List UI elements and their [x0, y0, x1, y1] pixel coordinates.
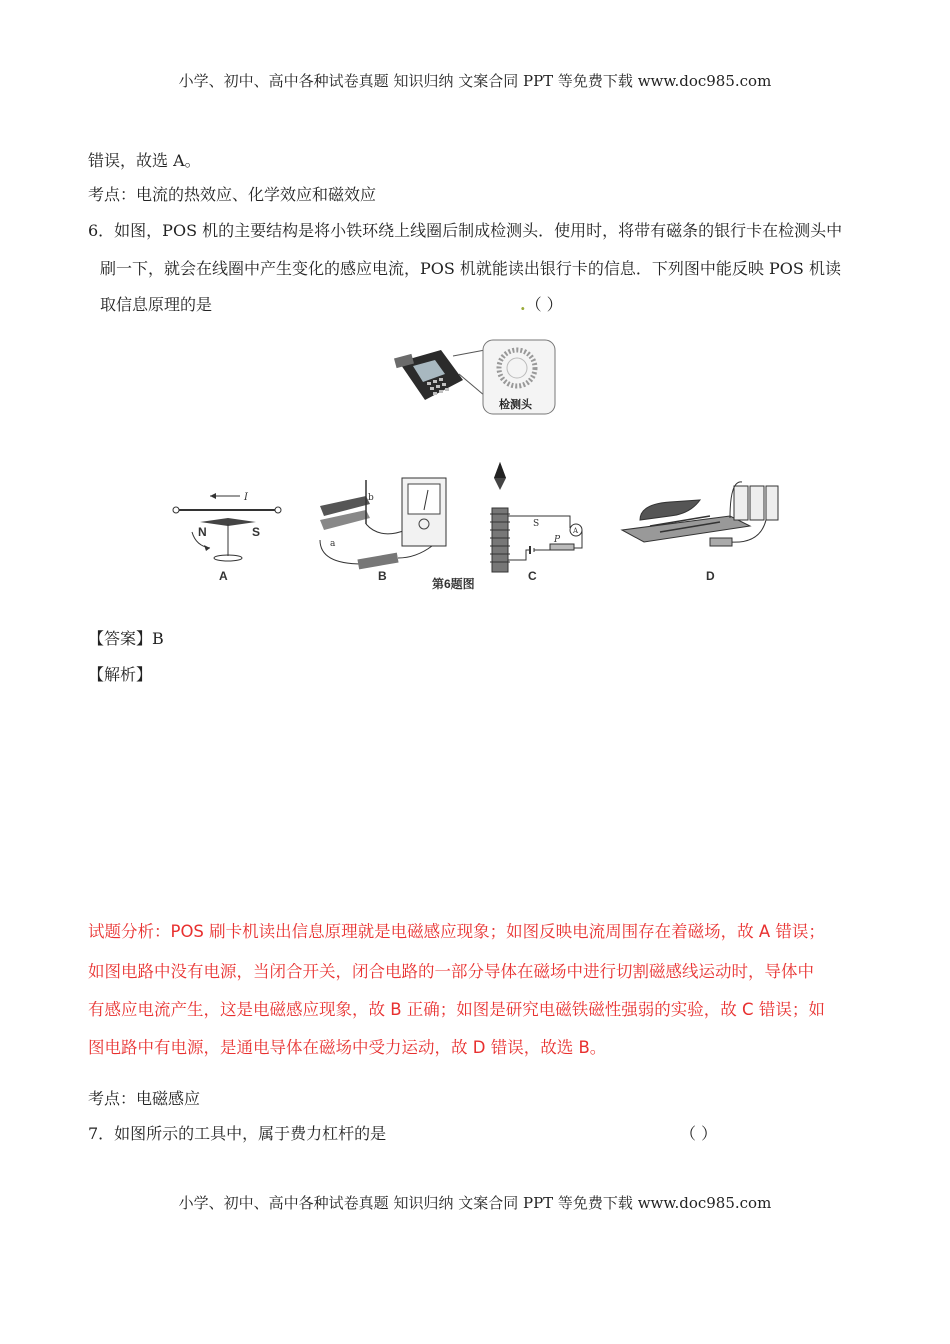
fig-caption: 第6题图 — [432, 577, 475, 591]
prev-answer-line: 错误，故选 A。 — [88, 151, 201, 170]
figure-c — [490, 462, 582, 572]
b-label-b: b — [368, 493, 374, 503]
d-switch — [710, 538, 732, 546]
q6-line-3: 取信息原理的是 — [100, 295, 213, 314]
a-n-label: N — [198, 525, 207, 539]
q6-line-2: 刷一下，就会在线圈中产生变化的感应电流，POS 机就能读出银行卡的信息．下列图中能反映 POS 机读 — [100, 259, 841, 278]
d-horseshoe-magnet — [640, 500, 700, 520]
d-battery-1 — [734, 486, 748, 520]
figure-a — [173, 492, 281, 561]
fig-label-a: A — [219, 569, 228, 583]
d-battery-2 — [750, 486, 764, 520]
figure-b — [320, 478, 446, 569]
detector-label: 检测头 — [499, 398, 532, 411]
b-switch — [357, 553, 398, 570]
fig-label-b: B — [378, 569, 387, 583]
d-battery-3 — [766, 486, 778, 520]
q6-answer: 【答案】B — [88, 629, 164, 648]
c-p-label: P — [554, 535, 561, 545]
q6-figure — [170, 460, 780, 592]
a-current-label: I — [244, 492, 248, 503]
pos-machine-figure — [393, 336, 558, 418]
page-footer: 小学、初中、高中各种试卷真题 知识归纳 文案合同 PPT 等免费下载 www.doc985.com — [178, 1194, 772, 1212]
analysis-line-2: 如图电路中没有电源，当闭合开关，闭合电路的一部分导体在磁场中进行切割磁感线运动时，导体中 — [88, 962, 814, 981]
q6-dot: . — [520, 295, 526, 314]
a-s-label: S — [252, 525, 261, 539]
figure-d — [622, 482, 778, 546]
prev-kaodian: 考点：电流的热效应、化学效应和磁效应 — [88, 185, 377, 204]
analysis-line-4: 图电路中有电源，是通电导体在磁场中受力运动，故 D 错误，故选 B。 — [88, 1038, 607, 1057]
q6-answer-paren — [520, 292, 563, 315]
q6-analysis-title: 【解析】 — [88, 665, 153, 684]
c-switch-label: S — [533, 519, 540, 529]
q7-line-1: 7．如图所示的工具中，属于费力杠杆的是 — [88, 1124, 387, 1143]
svg-text:A: A — [573, 527, 579, 535]
q6-line-1: 6．如图，POS 机的主要结构是将小铁环绕上线圈后制成检测头．使用时，将带有磁条的银行卡在检测头中 — [88, 221, 843, 240]
analysis-line-3: 有感应电流产生，这是电磁感应现象，故 B 正确；如图是研究电磁铁磁性强弱的实验，故 C 错误；如 — [88, 1000, 825, 1019]
b-label-a: a — [330, 539, 336, 549]
fig-label-d: D — [706, 569, 715, 583]
q6-kaodian: 考点：电磁感应 — [88, 1089, 201, 1108]
analysis-line-1: 试题分析：POS 刷卡机读出信息原理就是电磁感应现象；如图反映电流周围存在着磁场，故 A 错误； — [88, 922, 825, 941]
q7-paren: （ ） — [680, 1124, 718, 1143]
q6-paren: （ ） — [525, 295, 563, 314]
fig-label-c: C — [528, 569, 537, 583]
page-header: 小学、初中、高中各种试卷真题 知识归纳 文案合同 PPT 等免费下载 www.doc985.com — [178, 72, 772, 90]
